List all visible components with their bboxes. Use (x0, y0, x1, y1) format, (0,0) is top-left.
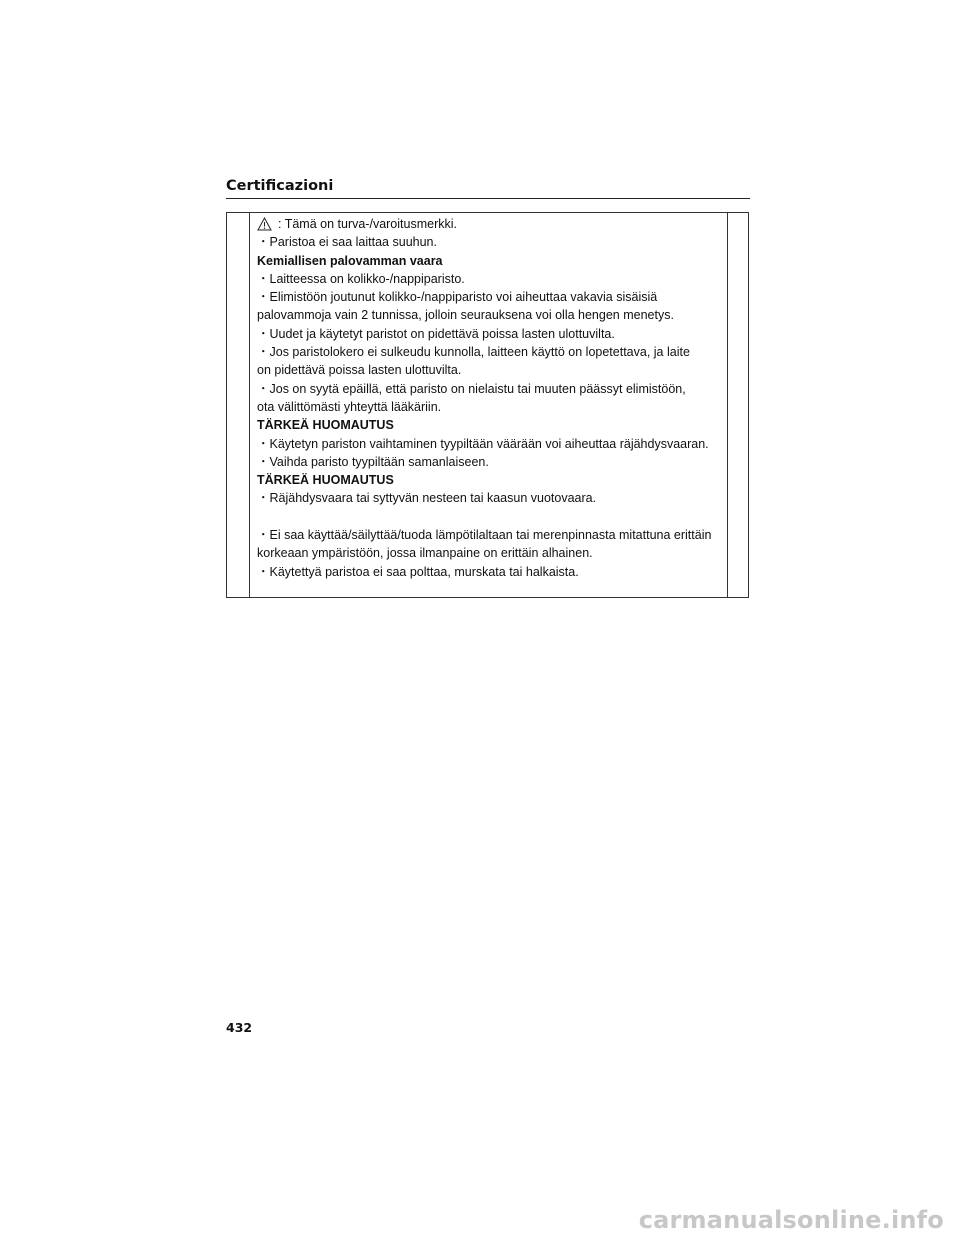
warning-text: : Tämä on turva-/varoitusmerkki. (278, 217, 457, 231)
notice-line: ・Räjähdysvaara tai syttyvän nesteen tai kaasun vuotovaara. (257, 491, 597, 506)
notice-line: ・Laitteessa on kolikko-/nappiparisto. (257, 271, 465, 286)
notice-heading: Kemiallisen palovamman vaara (257, 253, 443, 268)
notice-line: ・Uudet ja käytetyt paristot on pidettävä poissa lasten ulottuvilta. (257, 326, 615, 341)
notice-heading: TÄRKEÄ HUOMAUTUS (257, 473, 394, 488)
safety-notice-content (257, 215, 727, 581)
notice-line: ・Vaihda paristo tyypiltään samanlaiseen. (257, 454, 489, 469)
warning-line (257, 215, 727, 233)
notice-line: ・Paristoa ei saa laittaa suuhun. (257, 235, 437, 250)
notice-line: ・Elimistöön joutunut kolikko-/nappiparisto voi aiheuttaa vakavia sisäisiä (257, 290, 658, 305)
left-column-divider (249, 213, 250, 597)
notice-line: ・Käytettyä paristoa ei saa polttaa, murskata tai halkaista. (257, 564, 579, 579)
notice-line: korkeaan ympäristöön, jossa ilmanpaine on erittäin alhainen. (257, 546, 593, 561)
notice-line: ・Käytetyn pariston vaihtaminen tyypiltään väärään voi aiheuttaa räjähdysvaaran. (257, 436, 709, 451)
notice-line: ・Ei saa käyttää/säilyttää/tuoda lämpötilaltaan tai merenpinnasta mitattuna erittäin (257, 528, 712, 543)
blank-line (257, 508, 727, 526)
notice-heading: TÄRKEÄ HUOMAUTUS (257, 418, 394, 433)
notice-line: on pidettävä poissa lasten ulottuvilta. (257, 363, 462, 378)
page-number: 432 (226, 1020, 253, 1035)
title-divider (226, 198, 750, 199)
watermark-text: carmanualsonline.info (638, 1206, 944, 1234)
warning-triangle-icon (257, 217, 272, 231)
section-title: Certificazioni (226, 178, 334, 194)
notice-line: palovammoja vain 2 tunnissa, jolloin seurauksena voi olla hengen menetys. (257, 308, 674, 323)
notice-line: ・Jos on syytä epäillä, että paristo on nielaistu tai muuten päässyt elimistöön, (257, 381, 686, 396)
notice-lines (257, 233, 727, 581)
notice-line: ・Jos paristolokero ei sulkeudu kunnolla, laitteen käyttö on lopetettava, ja laite (257, 345, 690, 360)
notice-line: ota välittömästi yhteyttä lääkäriin. (257, 399, 442, 414)
right-column-divider (727, 213, 728, 597)
